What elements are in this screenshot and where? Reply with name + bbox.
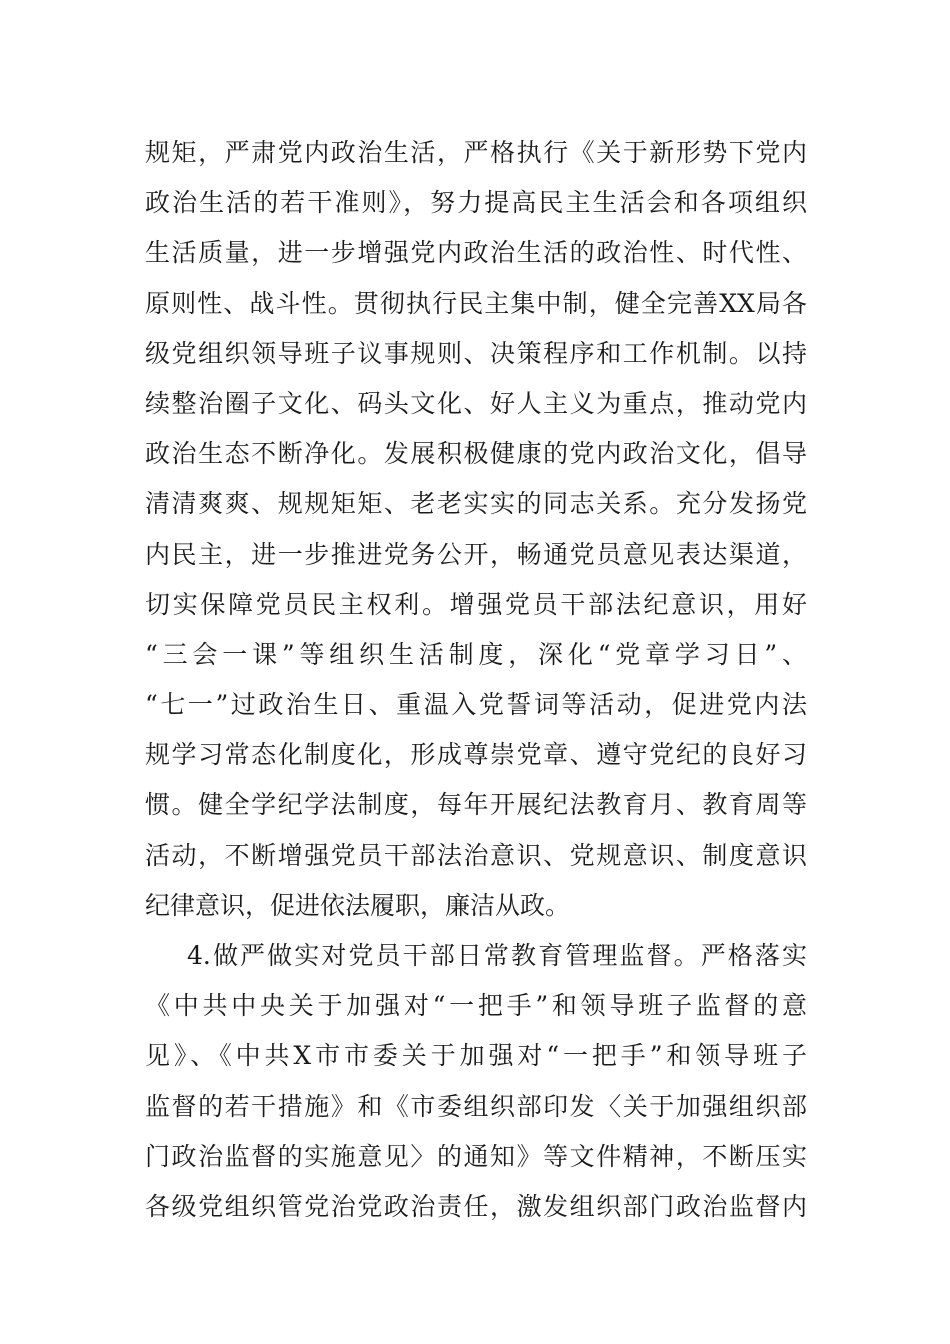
text-line: 续整治圈子文化、码头文化、好人主义为重点，推动党内 (145, 388, 807, 418)
text-line: 门政治监督的实施意见〉的通知》等文件精神，不断压实 (145, 1141, 807, 1171)
text-line: 切实保障党员民主权利。增强党员干部法纪意识，用好 (145, 589, 807, 619)
text-line: 内民主，进一步推进党务公开，畅通党员意见表达渠道， (145, 539, 807, 569)
text-line: 原则性、战斗性。贯彻执行民主集中制，健全完善XX局各 (145, 288, 807, 318)
text-line: 各级党组织管党治党政治责任，激发组织部门政治监督内 (145, 1191, 807, 1221)
text-line: 活动，不断增强党员干部法治意识、党规意识、制度意识 (145, 840, 807, 870)
text-line: 清清爽爽、规规矩矩、老老实实的同志关系。充分发扬党 (145, 489, 807, 519)
text-line: 政治生活的若干准则》，努力提高民主生活会和各项组织 (145, 188, 807, 218)
text-line: “七一”过政治生日、重温入党誓词等活动，促进党内法 (145, 690, 807, 720)
text-line: 惯。健全学纪学法制度，每年开展纪法教育月、教育周等 (145, 790, 807, 820)
paragraph-supervision (145, 931, 807, 1232)
text-line: 《中共中央关于加强对“一把手”和领导班子监督的意 (145, 991, 807, 1021)
section-heading-line: 4.做严做实对党员干部日常教育管理监督。严格落实 (187, 941, 807, 970)
text-line: 纪律意识，促进依法履职，廉洁从政。 (145, 890, 571, 920)
paragraph-party-political-life (145, 128, 807, 931)
text-line: 生活质量，进一步增强党内政治生活的政治性、时代性、 (145, 238, 807, 268)
text-line: 政治生态不断净化。发展积极健康的党内政治文化，倡导 (145, 439, 807, 469)
text-line: 监督的若干措施》和《市委组织部印发〈关于加强组织部 (145, 1091, 807, 1121)
text-line: 规矩，严肃党内政治生活，严格执行《关于新形势下党内 (145, 138, 807, 167)
text-line: 见》、《中共X市市委关于加强对“一把手”和领导班子 (145, 1041, 807, 1071)
text-line: 级党组织领导班子议事规则、决策程序和工作机制。以持 (145, 338, 807, 368)
body-text (145, 128, 807, 1232)
text-line: “三会一课”等组织生活制度，深化“党章学习日”、 (145, 639, 807, 669)
text-line: 规学习常态化制度化，形成尊崇党章、遵守党纪的良好习 (145, 740, 807, 770)
